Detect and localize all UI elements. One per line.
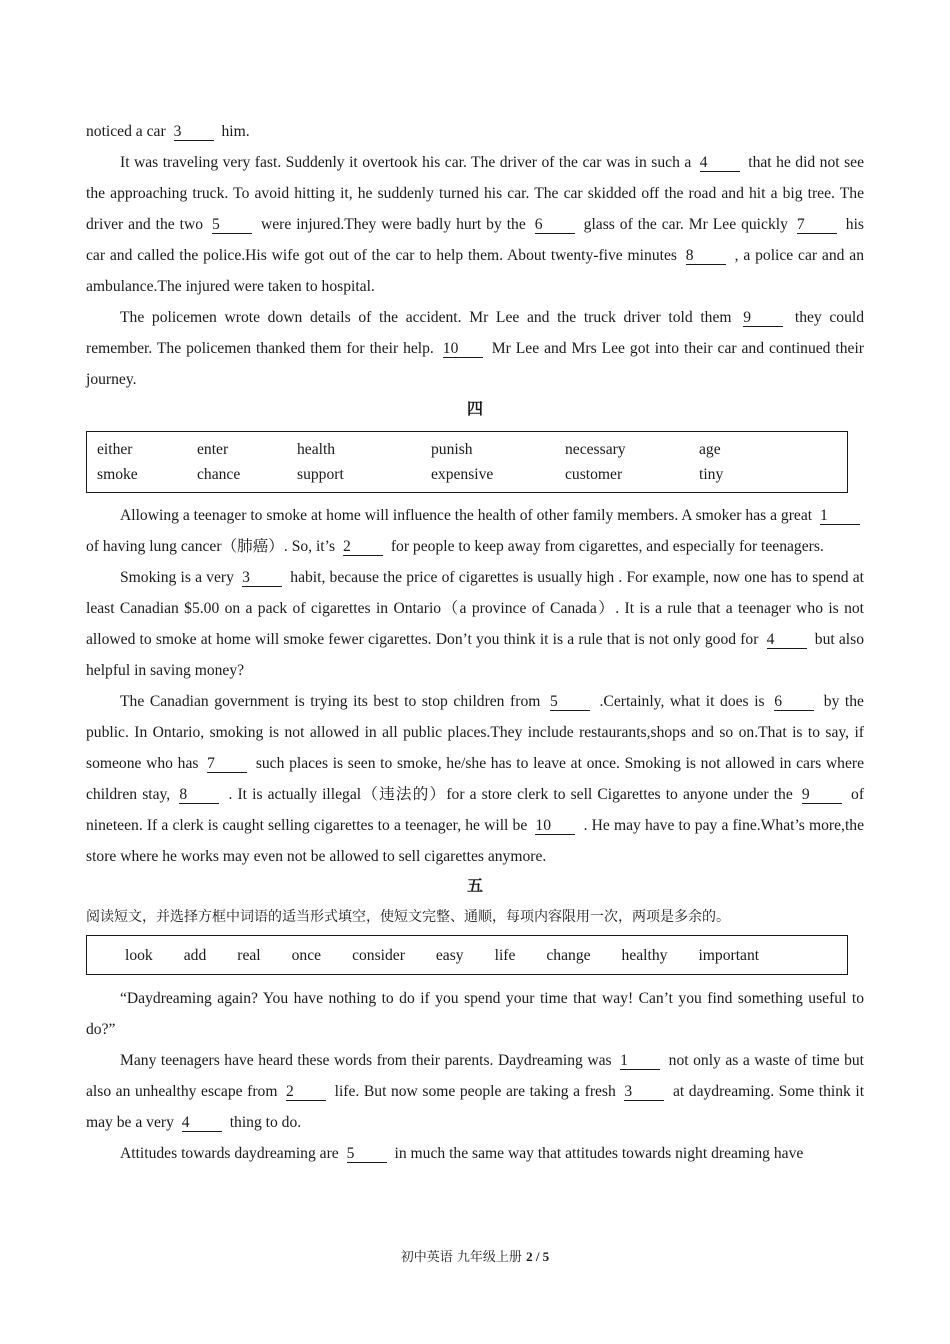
blank-5: 5 (550, 693, 590, 711)
blank-5: 5 (212, 216, 252, 234)
word: tiny (699, 466, 724, 483)
word-box-row (97, 462, 837, 487)
paragraph: Many teenagers have heard these words from their parents. Daydreaming was 1 not only as a waste of time but also an unhealthy escape from 2 life. But now some people are taking a fresh 3 at daydreaming. Some think it may be a very 4 thing to do. (86, 1052, 865, 1131)
word-box (86, 431, 848, 493)
section-heading: 五 (466, 878, 483, 895)
blank-10: 10 (535, 817, 575, 835)
blank-5: 5 (347, 1145, 387, 1163)
word: life (494, 946, 516, 964)
blank-4: 4 (700, 154, 740, 172)
paragraph: The Canadian government is trying its best to stop children from 5 .Certainly, what it does is 6 by the public. In Ontario, smoking is not allowed in all public places.They include restaurants,shops and so on.That is to say, if someone who has 7 such places is seen to smoke, he/she has to leave at once. Smoking is not allowed in cars where children stay, 8 . It is actually illegal（违法的）for a store clerk to sell Cigarettes to anyone under the 9 of nineteen. If a clerk is caught selling cigarettes to a teenager, he will be 10 . He may have to pay a fine.What’s more,the store where he works may even not be allowed to sell cigarettes anymore. (86, 693, 865, 865)
blank-7: 7 (207, 755, 247, 773)
blank-1: 1 (820, 507, 860, 525)
blank-4: 4 (767, 631, 807, 649)
word: customer (565, 466, 623, 483)
blank-8: 8 (179, 786, 219, 804)
paragraph: “Daydreaming again? You have nothing to do if you spend your time that way! Can’t you find something useful to do?” (86, 990, 864, 1038)
word: either (97, 441, 133, 458)
word: necessary (565, 441, 626, 458)
word-box-row (97, 437, 837, 462)
word: smoke (97, 466, 138, 483)
blank-1: 1 (620, 1052, 660, 1070)
paragraph: noticed a car 3 him. (86, 123, 250, 140)
footer-text: 初中英语 九年级上册 (400, 1250, 527, 1265)
blank-2: 2 (286, 1083, 326, 1101)
blank-7: 7 (797, 216, 837, 234)
blank-3: 3 (624, 1083, 664, 1101)
word: add (183, 946, 207, 964)
blank-2: 2 (343, 538, 383, 556)
blank-6: 6 (774, 693, 814, 711)
blank-4: 4 (182, 1114, 222, 1132)
word-box (86, 935, 848, 975)
word: consider (352, 946, 405, 964)
paragraph: Allowing a teenager to smoke at home will influence the health of other family members. A smoker has a great 1 of having lung cancer（肺癌）. So, it’s 2 for people to keep away from cigarettes, and especially for teenagers. (86, 500, 864, 562)
paragraph: It was traveling very fast. Suddenly it overtook his car. The driver of the car was in such a 4 that he did not see the approaching truck. To avoid hitting it, he suddenly turned his car. The car skidded off the road and hit a big tree. The driver and the two 5 were injured.They were badly hurt by the 6 glass of the car. Mr Lee quickly 7 his car and called the police.His wife got out of the car to help them. About twenty-five minutes 8 , a police car and an ambulance.The injured were taken to hospital. (86, 154, 864, 295)
blank-9: 9 (743, 309, 783, 327)
blank-8: 8 (686, 247, 726, 265)
paragraph: The policemen wrote down details of the accident. Mr Lee and the truck driver told them 9 they could remember. The policemen thanked them for their help. 10 Mr Lee and Mrs Lee got into their car and continued their journey. (86, 309, 865, 388)
word: support (297, 466, 344, 483)
section-heading: 四 (466, 401, 483, 418)
paragraph: Smoking is a very 3 habit, because the price of cigarettes is usually high . For example, now one has to spend at least Canadian $5.00 on a pack of cigarettes in Ontario（a province of Canada）. It is a rule that a teenager who is not allowed to smoke at home will smoke fewer cigarettes. Don’t you think it is a rule that is not only good for 4 but also helpful in saving money? (86, 569, 864, 679)
instruction: 阅读短文，并选择方框中词语的适当形式填空，使短文完整、通顺，每项内容限用一次，两项是多余的。 (86, 909, 730, 925)
blank-6: 6 (535, 216, 575, 234)
word: easy (435, 946, 464, 964)
page-footer (0, 1246, 950, 1265)
word: real (237, 946, 261, 964)
word: healthy (621, 946, 668, 964)
blank-9: 9 (802, 786, 842, 804)
blank-3: 3 (174, 123, 214, 141)
word: once (291, 946, 322, 964)
word: age (699, 441, 721, 458)
paragraph: Attitudes towards daydreaming are 5 in much the same way that attitudes towards night dreaming have (120, 1145, 804, 1162)
word: punish (431, 441, 473, 458)
page-number: 2 / 5 (526, 1249, 550, 1264)
word: look (125, 946, 153, 964)
word: change (546, 946, 591, 964)
document-body (86, 116, 864, 1169)
word: important (698, 946, 760, 964)
blank-10: 10 (443, 340, 483, 358)
word: expensive (431, 466, 494, 483)
blank-3: 3 (242, 569, 282, 587)
word: chance (197, 466, 241, 483)
word: health (297, 441, 336, 458)
word: enter (197, 441, 229, 458)
